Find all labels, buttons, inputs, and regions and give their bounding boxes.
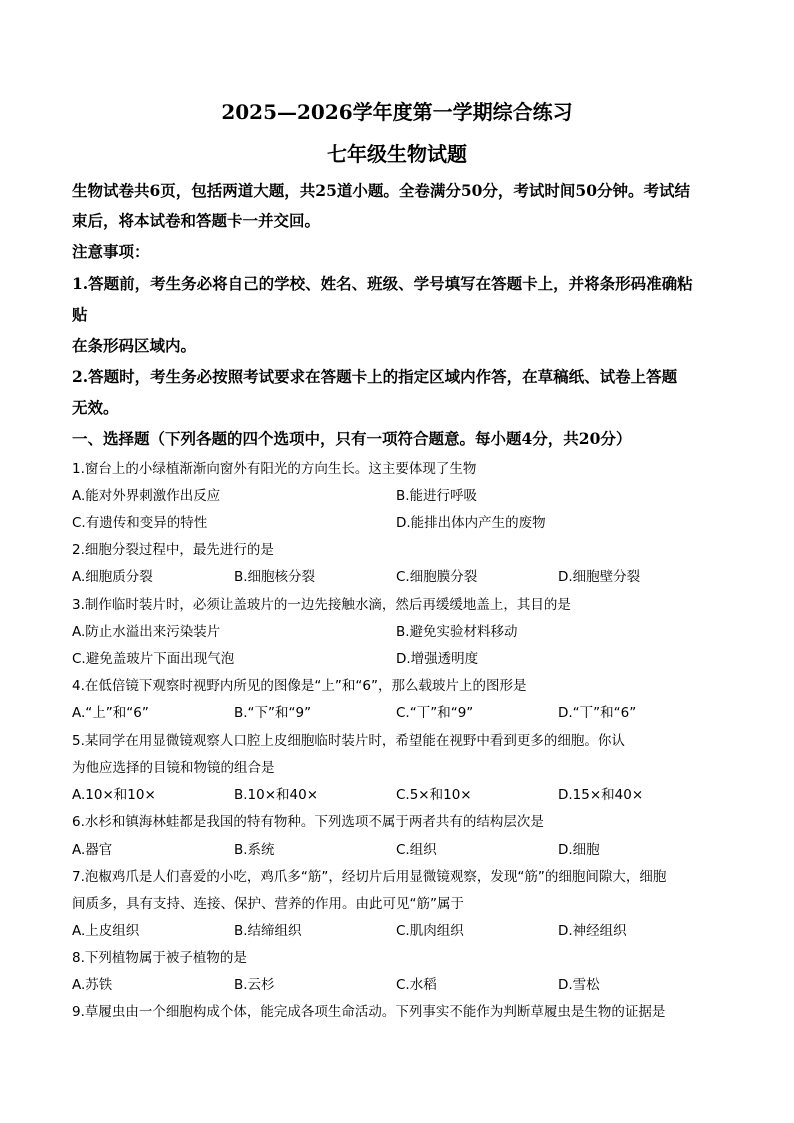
- section-1-heading: 一、选择题（下列各题的四个选项中，只有一项符合题意。每小题4分，共20分）: [72, 429, 632, 448]
- intro-line-1: 生物试卷共6页，包括两道大题，共25道小题。全卷满分50分，考试时间50分钟。考试结: [72, 181, 690, 200]
- question-4-option-d: D.“丅”和“6”: [558, 705, 637, 721]
- question-7-option-b: B.结缔组织: [234, 923, 302, 939]
- question-1-option-b: B.能进行呼吸: [396, 488, 478, 504]
- exam-subtitle: 七年级生物试题: [327, 142, 467, 166]
- question-3-option-b: B.避免实验材料移动: [396, 624, 518, 640]
- note-1-line-1: 1.答题前，考生务必将自己的学校、姓名、班级、学号填写在答题卡上，并将条形码准确粘: [72, 274, 693, 293]
- question-5-stem-line-2: 为他应选择的目镜和物镜的组合是: [72, 760, 275, 776]
- note-1-line-3: 在条形码区域内。: [72, 336, 197, 355]
- question-5-option-b: B.10×和40×: [234, 787, 319, 803]
- question-6-stem: 6.水杉和镇海林蛙都是我国的特有物种。下列选项不属于两者共有的结构层次是: [72, 814, 544, 830]
- question-5-stem-line-1: 5.某同学在用显微镜观察人口腔上皮细胞临时装片时，希望能在视野中看到更多的细胞。你认: [72, 733, 625, 749]
- question-3-stem: 3.制作临时装片时，必须让盖玻片的一边先接触水滴，然后再缓缓地盖上，其目的是: [72, 597, 571, 613]
- question-6-option-d: D.细胞: [558, 842, 600, 858]
- question-1-stem: 1.窗台上的小绿植渐渐向窗外有阳光的方向生长。这主要体现了生物: [72, 461, 477, 477]
- question-7-option-c: C.肌肉组织: [396, 923, 464, 939]
- question-4-option-c: C.“丅”和“9”: [396, 705, 474, 721]
- question-7-stem-line-1: 7.泡椒鸡爪是人们喜爱的小吃，鸡爪多“筋”，经切片后用显微镜观察，发现“筋”的细胞间隙大，细胞: [72, 869, 667, 885]
- question-3-option-a: A.防止水溢出来污染装片: [72, 624, 221, 640]
- question-8-option-a: A.苏铁: [72, 977, 113, 993]
- question-2-option-b: B.细胞核分裂: [234, 569, 316, 585]
- question-3-option-c: C.避免盖玻片下面出现气泡: [72, 651, 235, 667]
- question-2-option-d: D.细胞壁分裂: [558, 569, 641, 585]
- question-8-option-b: B.云杉: [234, 977, 275, 993]
- question-4-option-b: B.“下”和“9”: [234, 705, 312, 721]
- note-1-line-2: 贴: [72, 305, 88, 324]
- question-7-stem-line-2: 间质多，具有支持、连接、保护、营养的作用。由此可见“筋”属于: [72, 896, 464, 912]
- exam-title: 2025—2026学年度第一学期综合练习: [221, 100, 573, 124]
- question-2-stem: 2.细胞分裂过程中，最先进行的是: [72, 542, 274, 558]
- note-2-line-1: 2.答题时，考生务必按照考试要求在答题卡上的指定区域内作答，在草稿纸、试卷上答题: [72, 367, 678, 386]
- question-6-option-c: C.组织: [396, 842, 437, 858]
- question-6-option-b: B.系统: [234, 842, 275, 858]
- question-5-option-c: C.5×和10×: [396, 787, 472, 803]
- intro-line-2: 束后，将本试卷和答题卡一并交回。: [72, 211, 321, 230]
- question-4-option-a: A.“上”和“6”: [72, 705, 149, 721]
- question-1-option-c: C.有遗传和变异的特性: [72, 515, 208, 531]
- question-2-option-c: C.细胞膜分裂: [396, 569, 478, 585]
- question-5-option-d: D.15×和40×: [558, 787, 644, 803]
- question-7-option-a: A.上皮组织: [72, 923, 140, 939]
- question-1-option-d: D.能排出体内产生的废物: [396, 515, 546, 531]
- question-8-option-d: D.雪松: [558, 977, 600, 993]
- note-2-line-2: 无效。: [72, 398, 119, 417]
- question-9-stem: 9.草履虫由一个细胞构成个体，能完成各项生命活动。下列事实不能作为判断草履虫是生物的证据是: [72, 1004, 666, 1020]
- question-7-option-d: D.神经组织: [558, 923, 627, 939]
- question-3-option-d: D.增强透明度: [396, 651, 479, 667]
- question-8-stem: 8.下列植物属于被子植物的是: [72, 950, 247, 966]
- question-1-option-a: A.能对外界刺激作出反应: [72, 488, 221, 504]
- question-5-option-a: A.10×和10×: [72, 787, 156, 803]
- question-8-option-c: C.水稻: [396, 977, 437, 993]
- question-6-option-a: A.器官: [72, 842, 113, 858]
- question-4-stem: 4.在低倍镜下观察时视野内所见的图像是“上”和“6”，那么载玻片上的图形是: [72, 678, 527, 694]
- notes-heading: 注意事项：: [72, 242, 150, 261]
- question-2-option-a: A.细胞质分裂: [72, 569, 153, 585]
